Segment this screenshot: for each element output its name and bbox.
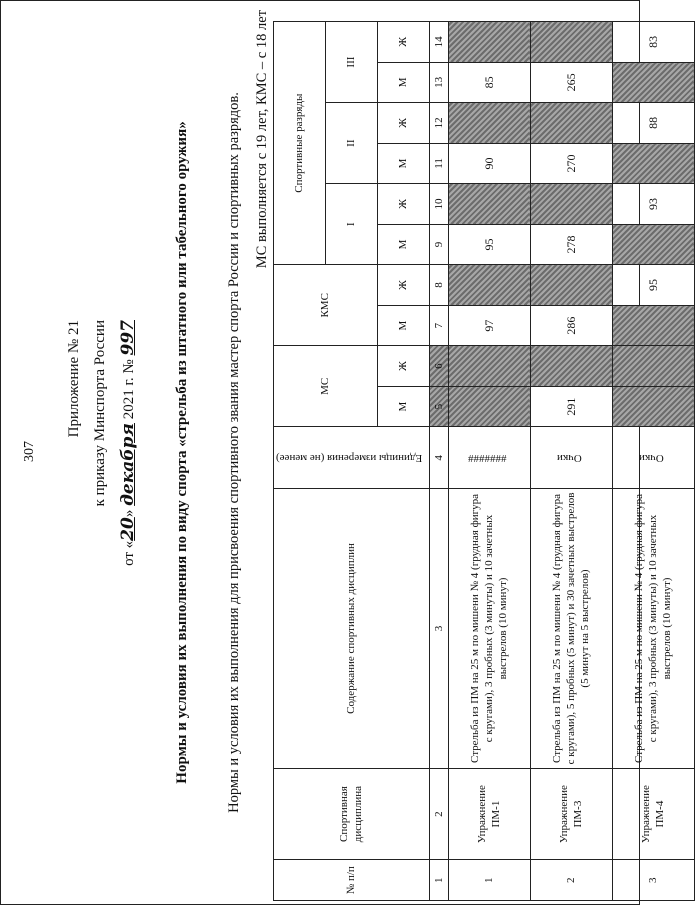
r2-m-cell [612, 143, 694, 184]
header-kms: КМС [274, 265, 378, 346]
r2-f-cell [530, 103, 612, 144]
handwritten-month: декабря [118, 423, 138, 506]
r1-m-cell: 95 [448, 224, 530, 265]
r1-m-cell: 278 [530, 224, 612, 265]
row-unit [612, 427, 694, 489]
page-number: 307 [22, 441, 37, 462]
ms-f-cell [448, 346, 530, 387]
col-number: 4 [429, 427, 448, 489]
header-unit-text: Единицы измерения (не менее) [276, 451, 423, 464]
order-label: к приказу Минспорта России [92, 320, 108, 507]
header-ms-m: М [377, 386, 429, 427]
header-kms-m: М [377, 305, 429, 346]
row-discipline: Упражнение ПМ-3 [530, 768, 612, 860]
handwritten-order-number: 997 [118, 320, 138, 356]
r1-f-cell [448, 184, 530, 225]
header-r3-m: М [377, 62, 429, 103]
r3-f-cell: 83 [612, 22, 694, 63]
ms-m-cell [612, 386, 694, 427]
header-rank-3: III [325, 22, 377, 103]
row-discipline: Упражнение ПМ-4 [612, 768, 694, 860]
row-content: Стрельба из ПМ на 25 м по мишени № 4 (грудная фигура с кругами), 3 пробных (3 минуты) и 10 зачетных выстрелов (10 минут) [612, 489, 694, 768]
r3-m-cell [612, 62, 694, 103]
header-r1-f: Ж [377, 184, 429, 225]
row-content: Стрельба из ПМ на 25 м по мишени № 4 (грудная фигура с кругами), 5 пробных (5 минут) и 30 зачетных выстрелов (5 минут на 5 выстрелов) [530, 489, 612, 768]
col-number: 8 [429, 265, 448, 306]
table-row [448, 22, 530, 901]
kms-m-cell [612, 305, 694, 346]
header-num: № п/п [274, 860, 430, 901]
row-discipline: Упражнение ПМ-1 [448, 768, 530, 860]
row-num: 1 [448, 860, 530, 901]
ms-m-cell [448, 386, 530, 427]
col-number: 2 [429, 768, 448, 860]
col-number: 7 [429, 305, 448, 346]
date-mid: » [121, 505, 137, 518]
row-unit-text: Очки [638, 451, 664, 464]
col-number: 12 [429, 103, 448, 144]
handwritten-day: 20 [118, 517, 138, 541]
document-subtitle: Нормы и условия их выполнения для присвоения спортивного звания мастер спорта России и спортивных разрядов. [226, 92, 242, 813]
col-number: 11 [429, 143, 448, 184]
ms-f-cell [612, 346, 694, 387]
header-r1-m: М [377, 224, 429, 265]
col-number: 10 [429, 184, 448, 225]
row-unit [530, 427, 612, 489]
col-number: 3 [429, 489, 448, 768]
r2-m-cell: 90 [448, 143, 530, 184]
header-discipline: Спортивная дисциплина [274, 768, 430, 860]
kms-m-cell: 97 [448, 305, 530, 346]
row-num: 2 [530, 860, 612, 901]
col-number: 13 [429, 62, 448, 103]
header-unit [274, 427, 430, 489]
header-r2-m: М [377, 143, 429, 184]
header-kms-f: Ж [377, 265, 429, 306]
header-rank-2: II [325, 103, 377, 184]
header-ranks: Спортивные разряды [274, 22, 326, 265]
ms-f-cell [530, 346, 612, 387]
kms-f-cell [448, 265, 530, 306]
r1-f-cell: 93 [612, 184, 694, 225]
r1-m-cell [612, 224, 694, 265]
header-r3-f: Ж [377, 22, 429, 63]
document-title: Нормы и условия их выполнения по виду спорта «стрельба из штатного или табельного оружия» [174, 121, 190, 784]
header-ms-f: Ж [377, 346, 429, 387]
kms-f-cell: 95 [612, 265, 694, 306]
r3-f-cell [530, 22, 612, 63]
date-prefix: от « [121, 540, 137, 566]
row-unit [448, 427, 530, 489]
ms-m-cell: 291 [530, 386, 612, 427]
col-number: 14 [429, 22, 448, 63]
col-number: 6 [429, 346, 448, 387]
column-number-row [429, 22, 448, 901]
header-r2-f: Ж [377, 103, 429, 144]
order-date-line [118, 320, 138, 566]
r3-m-cell: 265 [530, 62, 612, 103]
row-unit-text: ####### [467, 451, 507, 464]
col-number: 9 [429, 224, 448, 265]
annex-label: Приложение № 21 [66, 320, 82, 438]
header-content: Содержание спортивных дисциплин [274, 489, 430, 768]
year-text: 2021 г. № [121, 355, 137, 424]
kms-m-cell: 286 [530, 305, 612, 346]
col-number: 1 [429, 860, 448, 901]
row-unit-text: Очки [556, 451, 582, 464]
kms-f-cell [530, 265, 612, 306]
r3-f-cell [448, 22, 530, 63]
r2-f-cell: 88 [612, 103, 694, 144]
r1-f-cell [530, 184, 612, 225]
table-note: МС выполняется с 19 лет, КМС – с 18 лет [254, 10, 270, 269]
r3-m-cell: 85 [448, 62, 530, 103]
table-row [612, 22, 694, 901]
header-row-1 [274, 22, 326, 901]
header-rank-1: I [325, 184, 377, 265]
r2-f-cell [448, 103, 530, 144]
table-row [530, 22, 612, 901]
col-number: 5 [429, 386, 448, 427]
header-ms: МС [274, 346, 378, 427]
row-content: Стрельба из ПМ на 25 м по мишени № 4 (грудная фигура с кругами), 3 пробных (3 минуты) и 10 зачетных выстрелов (10 минут) [448, 489, 530, 768]
row-num: 3 [612, 860, 694, 901]
r2-m-cell: 270 [530, 143, 612, 184]
norms-table [273, 21, 695, 901]
